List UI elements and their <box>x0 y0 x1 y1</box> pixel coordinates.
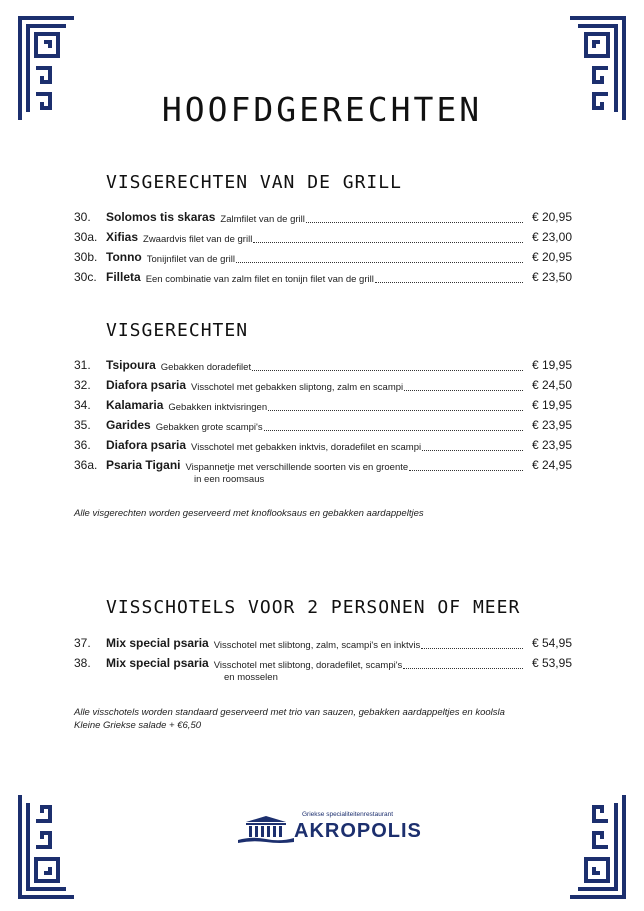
item-description: Gebakken doradefilet <box>160 362 252 373</box>
menu-item <box>74 458 572 486</box>
menu-list-grill <box>74 210 572 290</box>
item-name: Diafora psaria <box>106 438 187 452</box>
item-name: Garides <box>106 418 151 432</box>
item-name: Xifias <box>106 230 139 244</box>
greek-key-ornament-bottom-right <box>566 791 628 901</box>
item-price: € 23,00 <box>531 230 572 244</box>
item-number: 30a. <box>74 230 98 244</box>
menu-item <box>74 250 572 267</box>
item-number: 36. <box>74 438 91 452</box>
item-description: Gebakken inktvisringen <box>168 402 268 413</box>
item-price: € 24,95 <box>531 458 572 472</box>
item-price: € 20,95 <box>531 250 572 264</box>
logo-name: AKROPOLIS <box>294 820 422 842</box>
item-number: 30b. <box>74 250 98 264</box>
menu-list-platters <box>74 636 572 687</box>
item-number: 36a. <box>74 458 98 472</box>
temple-icon <box>238 814 294 844</box>
item-number: 37. <box>74 636 91 650</box>
section-title-platters: VISSCHOTELS VOOR 2 PERSONEN OF MEER <box>106 597 521 618</box>
item-name: Kalamaria <box>106 398 164 412</box>
section-title-fish: VISGERECHTEN <box>106 320 249 341</box>
menu-list-fish <box>74 358 572 489</box>
item-number: 30c. <box>74 270 97 284</box>
item-description: Visschotel met gebakken inktvis, doradefilet en scampi <box>191 442 422 453</box>
item-price: € 23,95 <box>531 418 572 432</box>
item-name: Mix special psaria <box>106 656 209 670</box>
item-description: Vispannetje met verschillende soorten vis en groente <box>185 462 409 473</box>
item-name: Solomos tis skaras <box>106 210 216 224</box>
section-title-grill: VISGERECHTEN VAN DE GRILL <box>106 172 402 193</box>
item-description: Visschotel met slibtong, zalm, scampi's en inktvis <box>213 640 421 651</box>
item-name: Psaria Tigani <box>106 458 181 472</box>
item-number: 34. <box>74 398 91 412</box>
item-name: Mix special psaria <box>106 636 209 650</box>
section-note-platters: Alle visschotels worden standaard geserveerd met trio van sauzen, gebakken aardappeltjes en koolsla <box>74 707 505 718</box>
item-name: Filleta <box>106 270 141 284</box>
item-name: Diafora psaria <box>106 378 187 392</box>
restaurant-logo <box>238 810 422 850</box>
item-price: € 19,95 <box>531 358 572 372</box>
item-description-continued: en mosselen <box>224 672 278 683</box>
greek-key-ornament-bottom-left <box>16 791 78 901</box>
logo-tagline: Griekse specialiteitenrestaurant <box>302 811 394 818</box>
item-price: € 19,95 <box>531 398 572 412</box>
menu-item <box>74 398 572 415</box>
page-title: HOOFDGERECHTEN <box>161 90 483 130</box>
menu-item <box>74 270 572 287</box>
item-description: Een combinatie van zalm filet en tonijn filet van de grill <box>145 274 374 285</box>
item-number: 35. <box>74 418 91 432</box>
item-description: Visschotel met gebakken sliptong, zalm en scampi <box>191 382 404 393</box>
item-description: Zalmfilet van de grill <box>220 214 305 225</box>
section-note-fish: Alle visgerechten worden geserveerd met knoflooksaus en gebakken aardappeltjes <box>74 508 424 519</box>
item-price: € 54,95 <box>531 636 572 650</box>
item-description: Gebakken grote scampi's <box>155 422 263 433</box>
menu-item <box>74 636 572 653</box>
item-number: 31. <box>74 358 91 372</box>
menu-item <box>74 210 572 227</box>
menu-item <box>74 438 572 455</box>
item-price: € 23,95 <box>531 438 572 452</box>
item-name: Tonno <box>106 250 142 264</box>
menu-item <box>74 418 572 435</box>
item-number: 38. <box>74 656 91 670</box>
item-price: € 53,95 <box>531 656 572 670</box>
menu-item <box>74 230 572 247</box>
item-price: € 23,50 <box>531 270 572 284</box>
item-number: 32. <box>74 378 91 392</box>
item-description: Zwaardvis filet van de grill <box>143 234 253 245</box>
item-description: Tonijnfilet van de grill <box>146 254 235 265</box>
menu-item <box>74 656 572 684</box>
section-note-salad: Kleine Griekse salade + €6,50 <box>74 720 202 731</box>
item-price: € 24,50 <box>531 378 572 392</box>
menu-item <box>74 358 572 375</box>
menu-item <box>74 378 572 395</box>
item-description-continued: in een roomsaus <box>194 474 265 485</box>
item-description: Visschotel met slibtong, doradefilet, scampi's <box>213 660 403 671</box>
item-number: 30. <box>74 210 91 224</box>
item-price: € 20,95 <box>531 210 572 224</box>
item-name: Tsipoura <box>106 358 156 372</box>
